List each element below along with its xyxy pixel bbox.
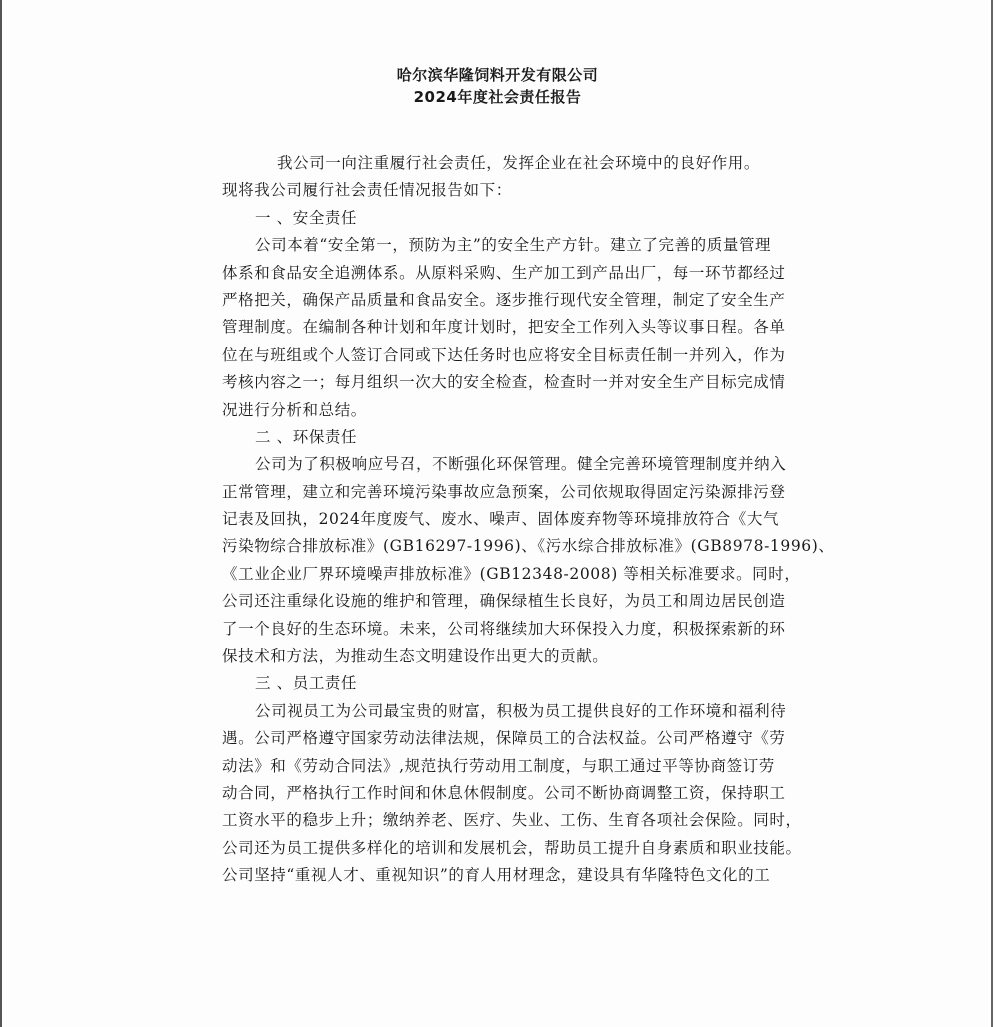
report-subtitle: 2024年度社会责任报告 [413, 88, 582, 106]
text-line: 污染物综合排放标准》(GB16297-1996)、《污水综合排放标准》(GB8978-1996)、 [222, 537, 835, 556]
text-line: 正常管理，建立和完善环境污染事故应急预案，公司依规取得固定污染源排污登 [222, 482, 786, 501]
text-line: 三 、员工责任 [255, 674, 358, 693]
text-line: 工资水平的稳步上升；缴纳养老、医疗、失业、工伤、生育各项社会保险。同时， [222, 811, 802, 830]
text-line: 管理制度。在编制各种计划和年度计划时，把安全工作列入头等议事日程。各单 [222, 318, 786, 337]
text-line: 公司本着“安全第一，预防为主”的安全生产方针。建立了完善的质量管理 [255, 236, 772, 255]
company-title: 哈尔滨华隆饲料开发有限公司 [396, 66, 599, 84]
text-line: 现将我公司履行社会责任情况报告如下： [222, 181, 512, 200]
text-line: 况进行分析和总结。 [222, 400, 367, 419]
text-line: 《工业企业厂界环境噪声排放标准》(GB12348-2008) 等相关标准要求。同时， [222, 564, 801, 583]
text-line: 公司视员工为公司最宝贵的财富，积极为员工提供良好的工作环境和福利待 [255, 701, 787, 720]
text-line: 体系和食品安全追溯体系。从原料采购、生产加工到产品出厂，每一环节都经过 [222, 263, 786, 282]
text-line: 遇。公司严格遵守国家劳动法律法规，保障员工的合法权益。公司严格遵守《劳 [222, 729, 786, 748]
text-line: 一 、安全责任 [255, 208, 358, 227]
scan-edge-right [991, 0, 993, 1027]
text-line: 了一个良好的生态环境。未来，公司将继续加大环保投入力度，积极探索新的环 [222, 619, 786, 638]
text-line: 保技术和方法，为推动生态文明建设作出更大的贡献。 [222, 647, 609, 666]
text-line: 公司还注重绿化设施的维护和管理，确保绿植生长良好，为员工和周边居民创造 [222, 592, 786, 611]
text-line: 动法》和《劳动合同法》,规范执行劳动用工制度，与职工通过平等协商签订劳 [222, 756, 775, 775]
text-line: 公司坚持“重视人才、重视知识”的育人用材理念，建设具有华隆特色文化的工 [222, 866, 771, 885]
text-line: 记表及回执，2024年度废气、废水、噪声、固体废弃物等环境排放符合《大气 [222, 510, 780, 529]
text-line: 公司还为员工提供多样化的培训和发展机会，帮助员工提升自身素质和职业技能。 [222, 838, 802, 857]
text-line: 严格把关，确保产品质量和食品安全。逐步推行现代安全管理，制定了安全生产 [222, 290, 786, 309]
text-line: 二 、环保责任 [255, 427, 358, 446]
text-line: 位在与班组或个人签订合同或下达任务时也应将安全目标责任制一并列入，作为 [222, 345, 786, 364]
scan-edge-left [0, 0, 2, 1027]
title-block [0, 64, 995, 108]
text-line: 考核内容之一；每月组织一次大的安全检查，检查时一并对安全生产目标完成情 [222, 373, 786, 392]
text-line: 动合同，严格执行工作时间和休息休假制度。公司不断协商调整工资，保持职工 [222, 783, 786, 802]
report-body [222, 150, 835, 890]
text-line: 我公司一向注重履行社会责任，发挥企业在社会环境中的良好作用。 [277, 154, 761, 172]
text-line: 公司为了积极响应号召，不断强化环保管理。健全完善环境管理制度并纳入 [255, 455, 787, 474]
